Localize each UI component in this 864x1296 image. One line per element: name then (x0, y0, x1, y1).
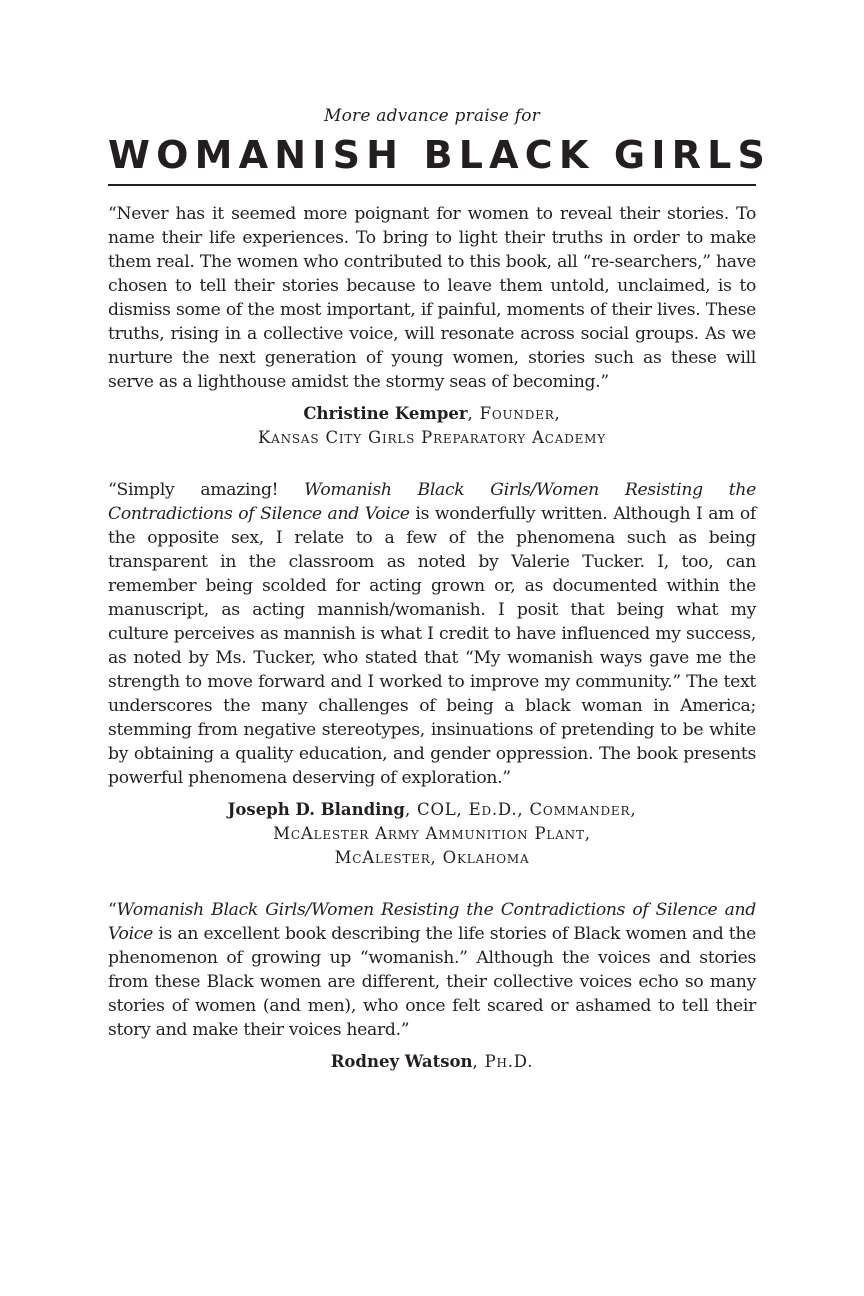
author-title: McAlester Army Ammunition Plant, (273, 824, 591, 843)
attribution-line (108, 1050, 756, 1074)
book-title-italic: Womanish Black Girls/Women Resisting the Contradictions of Silence and Voice (108, 900, 756, 944)
author-name: Rodney Watson (330, 1052, 473, 1071)
attribution-line (108, 402, 756, 426)
testimonial-attribution-3 (108, 1050, 756, 1074)
author-title: , Ph.D. (472, 1052, 534, 1071)
quote-paragraph (108, 478, 756, 790)
author-title: , COL, Ed.D., Commander, (404, 800, 637, 819)
testimonial-quote-1 (108, 202, 756, 394)
title-rule (108, 184, 756, 186)
testimonial-quote-3 (108, 898, 756, 1042)
testimonial-attribution-2 (108, 798, 756, 870)
quote-text: “Simply amazing! (108, 480, 305, 500)
testimonial-quote-2 (108, 478, 756, 790)
book-title-italic: Womanish Black Girls/Women Resisting the Contradictions of Silence and Voice (108, 480, 756, 524)
quote-text: is an excellent book describing the life stories of Black women and the phenomenon of growing up “womanish.” Although the voices and stories from these Black women are different, their collective voices echo so many stories of women (and men), who once felt scared or ashamed to tell their story and make their voices heard.” (108, 924, 756, 1040)
author-name: Christine Kemper (303, 404, 468, 423)
testimonial-attribution-1 (108, 402, 756, 450)
author-title: , Founder, (467, 404, 561, 423)
attribution-line (108, 798, 756, 822)
kicker-text: More advance praise for (324, 106, 540, 126)
quote-paragraph (108, 202, 756, 394)
quote-text: “ (108, 900, 117, 920)
quote-text: “Never has it seemed more poignant for women to reveal their stories. To name their life experiences. To bring to light their truths in order to make them real. The women who contributed to this book, all “re-searchers,” have chosen to tell their stories because to leave them untold, unclaimed, is to dismiss some of the most important, if painful, moments of their lives. These truths, rising in a collective voice, will resonate across social groups. As we nurture the next generation of young women, stories such as these will serve as a lighthouse amidst the stormy seas of becoming.” (108, 204, 756, 392)
author-title: McAlester, Oklahoma (334, 848, 530, 867)
book-title: WOMANISH BLACK GIRLS (108, 133, 772, 177)
quote-paragraph (108, 898, 756, 1042)
author-name: Joseph D. Blanding (227, 800, 405, 819)
author-title: Kansas City Girls Preparatory Academy (258, 428, 606, 447)
quote-text: is wonderfully written. Although I am of the opposite sex, I relate to a few of the phenomena such as being transparent in the classroom as noted by Valerie Tucker. I, too, can remember being scolded for acting grown or, as documented within the manuscript, as acting mannish/womanish. I posit that being what my culture perceives as mannish is what I credit to have influenced my success, as noted by Ms. Tucker, who stated that “My womanish ways gave me the strength to move forward and I worked to improve my community.” The text underscores the many challenges of being a black woman in America; stemming from negative stereotypes, insinuations of pretending to be white by obtaining a quality education, and gender oppression. The book presents powerful phenomena deserving of exploration.” (108, 504, 757, 788)
